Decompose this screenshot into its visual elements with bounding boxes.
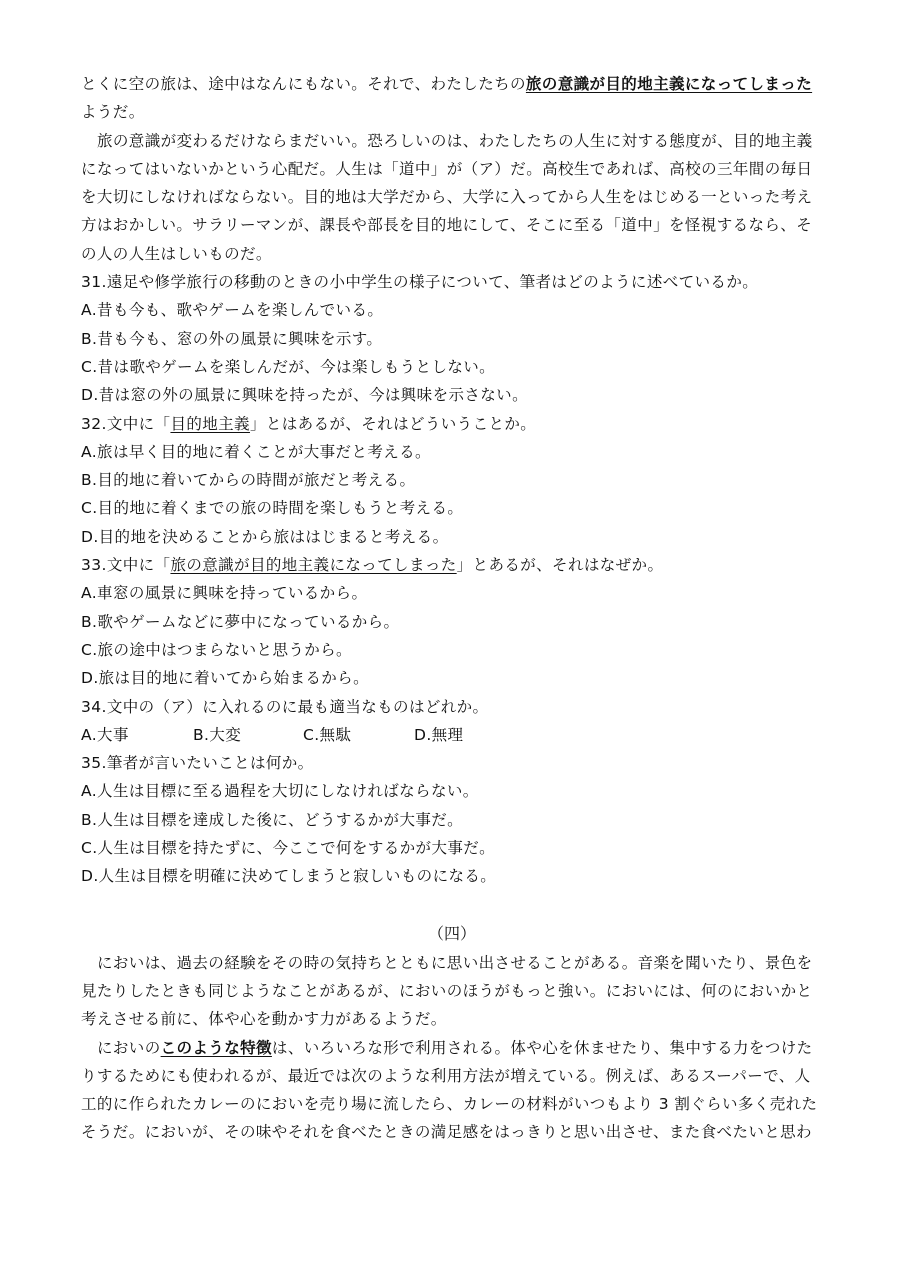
paragraph-line: においは、過去の経験をその時の気持ちとともに思い出させることがある。音楽を聞いたり、景色を [97, 953, 813, 972]
stem-text: 33.文中に「 [81, 556, 171, 575]
underlined-term: 目的地主義 [170, 414, 250, 433]
underlined-phrase-feature: このような特徴 [160, 1038, 272, 1057]
option-b: B.歌やゲームなどに夢中になっているから。 [81, 612, 400, 631]
option-b: B.人生は目標を達成した後に、どうするかが大事だ。 [81, 810, 464, 829]
question-stem [81, 410, 823, 438]
paragraph-line: の人の人生はしいものだ。 [81, 244, 272, 263]
paragraph-line: りするためにも使われるが、最近では次のような利用方法が増えている。例えば、あるスーパーで、人 [81, 1066, 811, 1085]
paragraph-line: 方はおかしい。サラリーマンが、課長や部長を目的地にして、そこに至る「道中」を怪視するなら、そ [81, 216, 813, 235]
question-stem: 35.筆者が言いたいことは何か。 [81, 754, 314, 773]
option-b: B.昔も今も、窓の外の風景に興味を示す。 [81, 329, 383, 348]
option-c: C.旅の途中はつまらないと思うから。 [81, 640, 352, 659]
question-33 [81, 551, 823, 692]
stem-text: 32.文中に「 [81, 414, 171, 433]
stem-text: 」とはあるが、それはどういうことか。 [249, 414, 537, 433]
question-stem: 31.遠足や修学旅行の移動のときの小中学生の様子について、筆者はどのように述べているか。 [81, 273, 759, 292]
option-c: C.人生は目標を持たずに、今ここで何をするかが大事だ。 [81, 839, 496, 858]
document-page [81, 70, 823, 1147]
option-a: A.昔も今も、歌やゲームを楽しんでいる。 [81, 301, 384, 320]
stem-text: 」とあるが、それはなぜか。 [456, 556, 664, 575]
passage-three [81, 70, 823, 268]
option-a: A.大事 [81, 725, 129, 744]
question-34 [81, 693, 823, 750]
paragraph-line: 旅の意識が変わるだけならまだいい。恐ろしいのは、わたしたちの人生に対する態度が、目的地主義 [97, 131, 813, 150]
paragraph-line: 工的に作られたカレーのにおいを売り場に流したら、カレーの材料がいつもより 3 割ぐらい多く売れた [81, 1095, 818, 1114]
option-d: D.無理 [414, 725, 464, 744]
paragraph-line [81, 1034, 823, 1062]
option-d: D.人生は目標を明確に決めてしまうと寂しいものになる。 [81, 867, 497, 886]
question-stem: 34.文中の（ア）に入れるのに最も適当なものはどれか。 [81, 697, 489, 716]
option-d: D.旅は目的地に着いてから始まるから。 [81, 669, 369, 688]
paragraph-line: そうだ。においが、その味やそれを食べたときの満足感をはっきりと思い出させ、また食べたいと思わ [81, 1123, 812, 1142]
section-heading: （四） [427, 923, 476, 943]
passage-text: においの [97, 1038, 161, 1057]
paragraph-line: 考えさせる前に、体や心を動かす力があるようだ。 [81, 1010, 447, 1029]
option-c: C.昔は歌やゲームを楽しんだが、今は楽しもうとしない。 [81, 357, 496, 376]
paragraph-line: ようだ。 [81, 103, 145, 122]
passage-text: は、いろいろな形で利用される。体や心を休ませたり、集中する力をつけた [271, 1038, 813, 1057]
option-d: D.昔は窓の外の風景に興味を持ったが、今は興味を示さない。 [81, 386, 528, 405]
paragraph-line: になってはいないかという心配だ。人生は「道中」が（ア）だ。高校生であれば、高校の三年間の毎日 [81, 159, 813, 178]
question-35 [81, 749, 823, 890]
option-a: A.人生は目標に至る過程を大切にしなければならない。 [81, 782, 479, 801]
option-a: A.車窓の風景に興味を持っているから。 [81, 584, 368, 603]
question-32 [81, 410, 823, 551]
question-stem [81, 551, 823, 579]
underlined-phrase-destination: 旅の意識が目的地主義になってしまった [525, 75, 813, 93]
paragraph-line: を大切にしなければならない。目的地は大学だから、大学に入ってから人生をはじめる一といった考え [81, 188, 813, 207]
paragraph-line [81, 70, 823, 98]
option-c: C.無駄 [303, 725, 352, 744]
options-row [81, 721, 823, 749]
passage-four [81, 949, 823, 1147]
option-b: B.大変 [193, 725, 242, 744]
option-d: D.目的地を決めることから旅ははじまると考える。 [81, 527, 449, 546]
option-b: B.目的地に着いてからの時間が旅だと考える。 [81, 471, 416, 490]
underlined-term: 旅の意識が目的地主義になってしまった [170, 556, 457, 575]
option-c: C.目的地に着くまでの旅の時間を楽しもうと考える。 [81, 499, 464, 518]
paragraph-line: 見たりしたときも同じようなことがあるが、においのほうがもっと強い。においには、何のにおいかと [81, 981, 813, 1000]
question-31 [81, 268, 823, 409]
passage-text: とくに空の旅は、途中はなんにもない。それで、わたしたちの [81, 75, 526, 93]
option-a: A.旅は早く目的地に着くことが大事だと考える。 [81, 442, 431, 461]
